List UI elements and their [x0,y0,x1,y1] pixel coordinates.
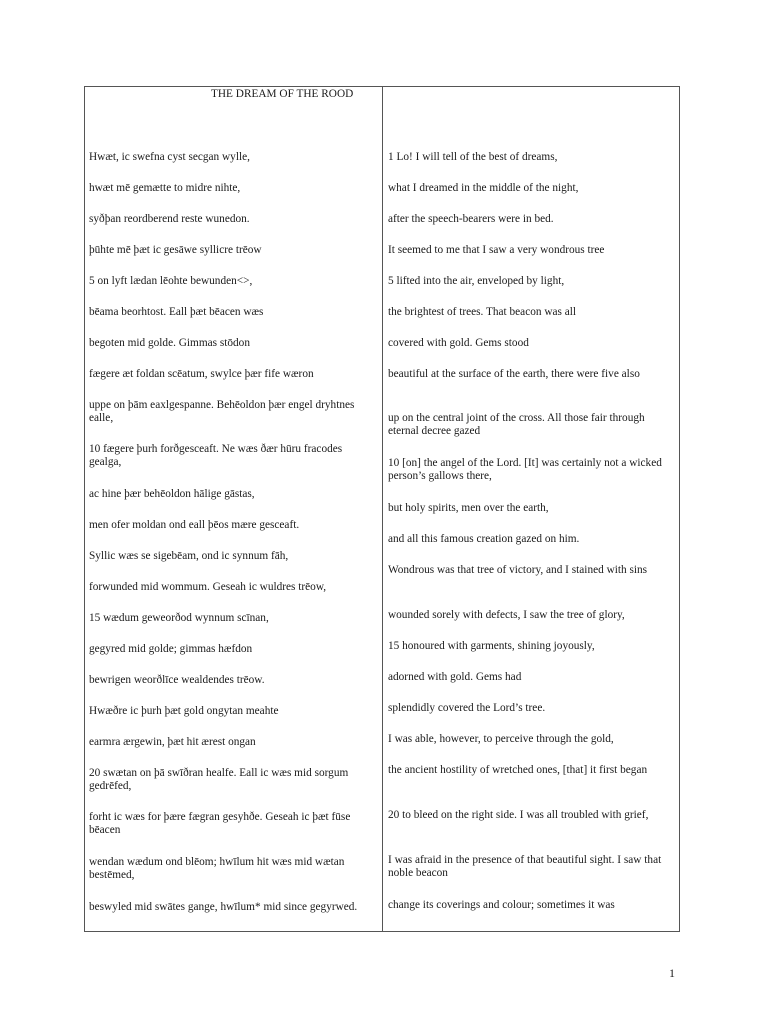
translation-line: what I dreamed in the middle of the night, [388,182,579,194]
translation-line: Wondrous was that tree of victory, and I stained with sins [388,564,648,576]
translation-line: I was able, however, to perceive through the gold, [388,733,614,745]
oe-line: earmra ærgewin, þæt hit ærest ongan [89,736,256,748]
translation-line: after the speech-bearers were in bed. [388,213,554,225]
translation-line: wounded sorely with defects, I saw the tree of glory, [388,609,625,621]
oe-line: forht ic wæs for þære fægran gesyhðe. Geseah ic þæt fūse bēacen [89,811,351,836]
oe-line: uppe on þām eaxlgespanne. Behēoldon þær engel dryhtnes ealle, [89,399,355,424]
translation-line: change its coverings and colour; sometimes it was [388,899,615,911]
translation-line: adorned with gold. Gems had [388,671,522,683]
poem-table [84,86,680,932]
poem-title: THE DREAM OF THE ROOD [211,88,354,100]
translation-line: but holy spirits, men over the earth, [388,502,549,514]
oe-line: gegyred mid golde; gimmas hæfdon [89,643,253,655]
oe-line: forwunded mid wommum. Geseah ic wuldres trēow, [89,581,327,593]
oe-line: fægere æt foldan scēatum, swylce þær fife wæron [89,368,314,380]
oe-line: bewrigen weorðlīce wealdendes trēow. [89,674,265,686]
oe-line: þūhte mē þæt ic gesāwe syllicre trēow [89,244,262,256]
translation-line: 1 Lo! I will tell of the best of dreams, [388,151,558,163]
oe-line: syðþan reordberend reste wunedon. [89,213,250,225]
oe-line: bēama beorhtost. Eall þæt bēacen wæs [89,306,264,318]
translation-line: covered with gold. Gems stood [388,337,529,349]
translation-line: beautiful at the surface of the earth, there were five also [388,368,640,380]
oe-line: ac hine þær behēoldon hālige gāstas, [89,488,255,500]
translation-line: 10 [on] the angel of the Lord. [It] was certainly not a wicked person’s gallows there, [388,457,662,482]
oe-line: Hwæðre ic þurh þæt gold ongytan meahte [89,705,279,717]
column-divider [382,87,383,931]
translation-line: up on the central joint of the cross. All those fair through eternal decree gazed [388,412,645,437]
translation-line: 20 to bleed on the right side. I was all troubled with grief, [388,809,649,821]
translation-line: the ancient hostility of wretched ones, [that] it first began [388,764,648,776]
translation-line: I was afraid in the presence of that beautiful sight. I saw that noble beacon [388,854,662,879]
oe-line: 10 fægere þurh forðgesceaft. Ne wæs ðær hūru fracodes gealga, [89,443,343,468]
oe-line: wendan wædum ond blēom; hwīlum hit wæs mid wætan bestēmed, [89,856,345,881]
oe-line: Hwæt, ic swefna cyst secgan wylle, [89,151,250,163]
oe-line: 5 on lyft lædan lēohte bewunden<>, [89,275,253,287]
translation-line: 5 lifted into the air, enveloped by light, [388,275,565,287]
oe-line: 15 wædum geweorðod wynnum scīnan, [89,612,269,624]
oe-line: 20 swætan on þā swīðran healfe. Eall ic wæs mid sorgum gedrēfed, [89,767,349,792]
translation-line: splendidly covered the Lord’s tree. [388,702,546,714]
translation-line: It seemed to me that I saw a very wondrous tree [388,244,605,256]
oe-line: beswyled mid swātes gange, hwīlum* mid since gegyrwed. [89,901,358,913]
translation-line: the brightest of trees. That beacon was all [388,306,577,318]
oe-line: begoten mid golde. Gimmas stōdon [89,337,250,349]
translation-line: and all this famous creation gazed on him. [388,533,580,545]
translation-line: 15 honoured with garments, shining joyously, [388,640,595,652]
oe-line: Syllic wæs se sigebēam, ond ic synnum fāh, [89,550,289,562]
oe-line: hwæt mē gemætte to midre nihte, [89,182,241,194]
page-number: 1 [669,966,675,980]
oe-line: men ofer moldan ond eall þēos mære gesceaft. [89,519,300,531]
